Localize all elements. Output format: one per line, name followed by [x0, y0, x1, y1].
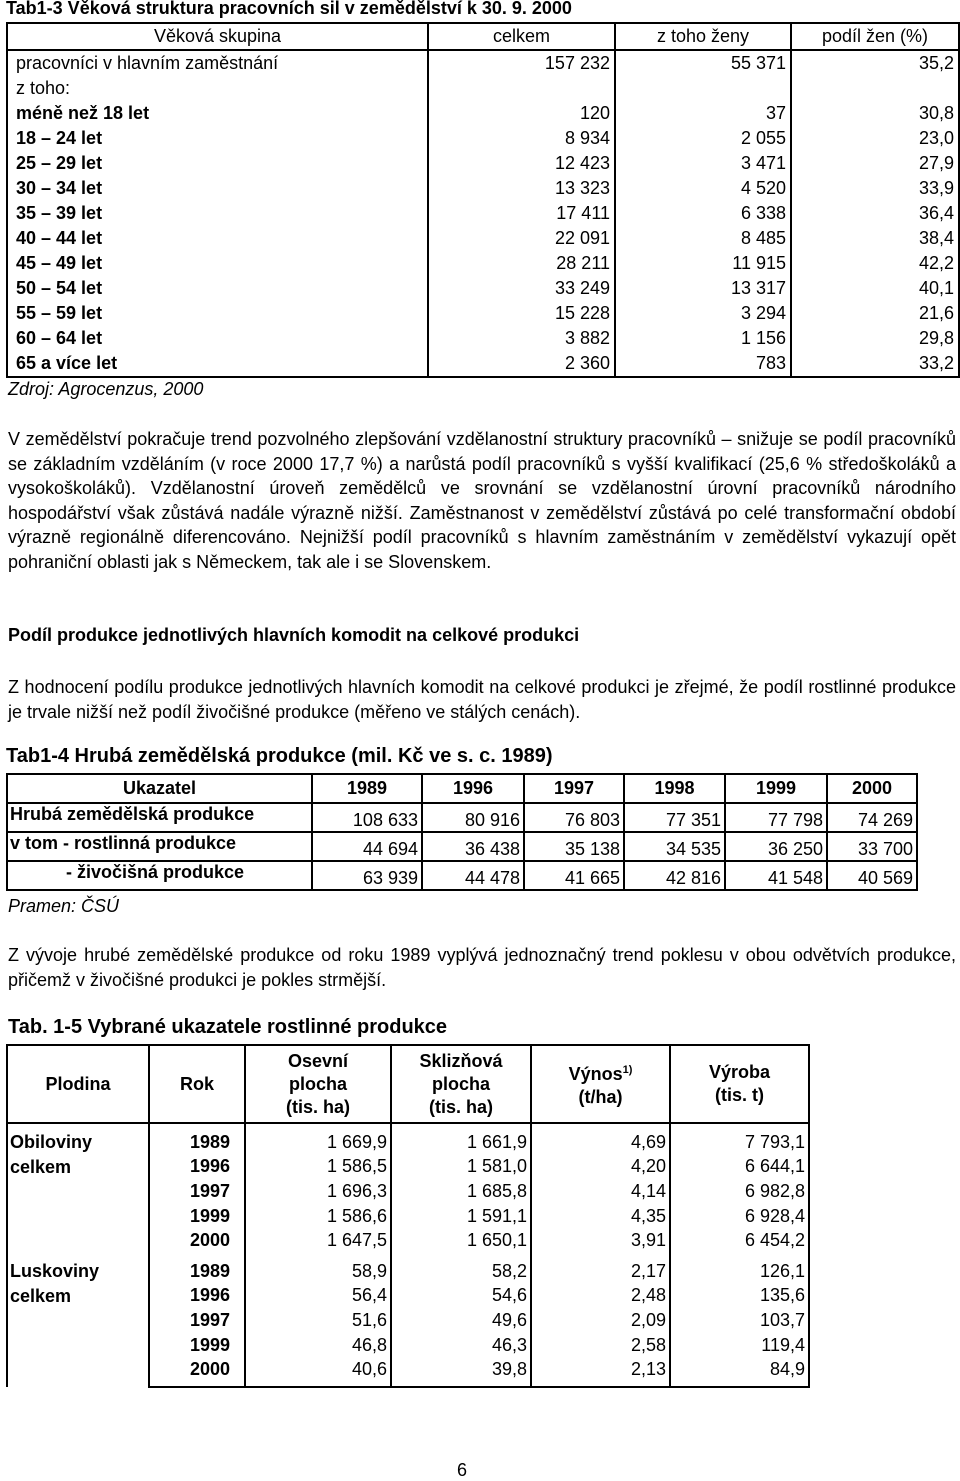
table-row [7, 1253, 809, 1284]
table-cell: v tom - rostlinná produkce [7, 832, 312, 861]
paragraph-text: V zemědělství pokračuje trend pozvolného zlepšování vzdělanostní struktury pracovníků – snižuje se podíl pracovníků se základním vzděláním (v roce 2000 17,7 %) a narůstá podíl pracovníků s vyšší kvalifikací (25,6 % středoškoláků a vysokoškoláků). Vzdělanostní úroveň zemědělců ve srovnání se vzdělanostní úrovní pracovníků národního hospodářství však zůstává nadále výrazně nižší. Zaměstnanost v zemědělství zůstává po celé transformační období výrazně regionálně diferencováno. Nejnižší podíl pracovníků s hlavním zaměstnáním v zemědělství vykazují opět pohraniční oblasti jak s Německem, tak ale i se Slovenskem. [8, 429, 956, 572]
table-cell: 1 586,5 [245, 1155, 391, 1180]
header-text: (t/ha) [578, 1087, 623, 1107]
table-cell [791, 76, 959, 101]
table-cell: 108 633 [312, 803, 422, 832]
tab14-table [6, 773, 918, 891]
table-cell: 23,0 [791, 126, 959, 151]
table-cell: 84,9 [670, 1357, 809, 1387]
tab14-header-cell: 1997 [524, 774, 624, 803]
table-cell: 21,6 [791, 301, 959, 326]
table-cell: 18 – 24 let [7, 126, 428, 151]
table-cell: 126,1 [670, 1253, 809, 1284]
table-cell: 65 a více let [7, 351, 428, 377]
header-text: Výnos [568, 1064, 623, 1084]
paragraph-share [8, 675, 956, 724]
table-row [7, 326, 959, 351]
tab14-header-cell: 1989 [312, 774, 422, 803]
table-cell: 33 249 [428, 276, 615, 301]
tab15-header-rok [149, 1045, 245, 1123]
crop-name: Obiloviny [10, 1132, 93, 1152]
table-cell: 38,4 [791, 226, 959, 251]
header-text: Osevní [287, 1050, 349, 1071]
tab14-header-cell: 1999 [725, 774, 827, 803]
table-cell: 44 694 [312, 832, 422, 861]
table-cell: 119,4 [670, 1333, 809, 1358]
table-row [7, 861, 917, 890]
table-cell: 33,2 [791, 351, 959, 377]
table-cell: 55 371 [615, 50, 791, 76]
crop-name-cell [7, 1253, 149, 1387]
table-cell: 1 156 [615, 326, 791, 351]
table-cell: 1 586,6 [245, 1204, 391, 1229]
table-cell: 77 351 [624, 803, 725, 832]
paragraph-trend [8, 943, 956, 992]
table-row [7, 101, 959, 126]
table-cell: 36 250 [725, 832, 827, 861]
table-cell: 1 696,3 [245, 1179, 391, 1204]
tab15-body [7, 1123, 809, 1387]
header-text: Rok [179, 1073, 214, 1094]
table-cell: 2 055 [615, 126, 791, 151]
table-cell: 15 228 [428, 301, 615, 326]
table-row [7, 126, 959, 151]
table-cell: 30 – 34 let [7, 176, 428, 201]
table-cell: 63 939 [312, 861, 422, 890]
tab14-header-cell: 2000 [827, 774, 917, 803]
table-cell: 1997 [149, 1179, 245, 1204]
table-cell: 36 438 [422, 832, 524, 861]
table-cell: 1 661,9 [391, 1123, 531, 1155]
table-cell: 1989 [149, 1123, 245, 1155]
header-text: (tis. ha) [428, 1096, 493, 1117]
tab13-header-cell: celkem [428, 23, 615, 50]
table-cell: 30,8 [791, 101, 959, 126]
header-text: Sklizňová [419, 1050, 503, 1071]
table-cell: 2,17 [531, 1253, 670, 1284]
tab15-table [6, 1044, 810, 1388]
table-cell: méně než 18 let [7, 101, 428, 126]
table-cell: 49,6 [391, 1308, 531, 1333]
table-cell: 46,3 [391, 1333, 531, 1358]
tab13-table [6, 22, 960, 378]
table-row [7, 151, 959, 176]
tab15-header-vynos [531, 1045, 670, 1123]
tab15-header-row [7, 1045, 809, 1123]
table-cell: 12 423 [428, 151, 615, 176]
tab13-title: Tab1-3 Věková struktura pracovních sil v zemědělství k 30. 9. 2000 [6, 0, 572, 18]
table-cell: 42,2 [791, 251, 959, 276]
table-cell: 55 – 59 let [7, 301, 428, 326]
footnote-mark: 1) [622, 1064, 633, 1076]
table-cell: 1996 [149, 1155, 245, 1180]
table-cell: 37 [615, 101, 791, 126]
table-cell: 1 685,8 [391, 1179, 531, 1204]
table-cell: 2000 [149, 1228, 245, 1253]
table-cell: 8 485 [615, 226, 791, 251]
table-cell: 40,1 [791, 276, 959, 301]
tab14-source: Pramen: ČSÚ [8, 896, 120, 916]
tab13-header-cell: Věková skupina [7, 23, 428, 50]
table-cell: 8 934 [428, 126, 615, 151]
table-cell: 11 915 [615, 251, 791, 276]
tab15-header-sklizen [391, 1045, 531, 1123]
table-cell: Hrubá zemědělská produkce [7, 803, 312, 832]
table-cell: 6 644,1 [670, 1155, 809, 1180]
table-cell: 1 650,1 [391, 1228, 531, 1253]
tab15-header-osevni [245, 1045, 391, 1123]
table-cell: 35,2 [791, 50, 959, 76]
crop-name: celkem [10, 1285, 72, 1306]
tab14-header-row [7, 774, 917, 803]
table-cell: 3,91 [531, 1228, 670, 1253]
table-cell: 4,35 [531, 1204, 670, 1229]
header-text: (tis. t) [715, 1085, 764, 1105]
table-cell: 1996 [149, 1284, 245, 1309]
table-cell: 6 982,8 [670, 1179, 809, 1204]
table-cell: 13 317 [615, 276, 791, 301]
table-cell: 58,2 [391, 1253, 531, 1284]
crop-name: celkem [10, 1156, 72, 1177]
table-cell: 6 338 [615, 201, 791, 226]
table-cell: 4,69 [531, 1123, 670, 1155]
header-text: plocha [431, 1073, 490, 1094]
table-cell: 74 269 [827, 803, 917, 832]
table-cell: 6 454,2 [670, 1228, 809, 1253]
table-cell: 1 591,1 [391, 1204, 531, 1229]
table-cell: 2,13 [531, 1357, 670, 1387]
paragraph-text: Z hodnocení podílu produkce jednotlivých hlavních komodit na celkové produkci je zřejmé, že podíl rostlinné produkce je trvale nižší než podíl živočišné produkce (měřeno ve stálých cenách). [8, 677, 956, 722]
table-cell: 77 798 [725, 803, 827, 832]
table-cell: 40,6 [245, 1357, 391, 1387]
table-cell: 40 569 [827, 861, 917, 890]
table-cell: 1999 [149, 1333, 245, 1358]
table-row [7, 226, 959, 251]
table-cell: 4,14 [531, 1179, 670, 1204]
table-cell: 2,48 [531, 1284, 670, 1309]
table-cell: 3 294 [615, 301, 791, 326]
table-row [7, 201, 959, 226]
table-row [7, 832, 917, 861]
table-cell: 2000 [149, 1357, 245, 1387]
table-cell: 2,58 [531, 1333, 670, 1358]
table-cell: 58,9 [245, 1253, 391, 1284]
tab15-header-plodina [7, 1045, 149, 1123]
table-cell: 1 581,0 [391, 1155, 531, 1180]
table-cell: 120 [428, 101, 615, 126]
table-cell: 7 793,1 [670, 1123, 809, 1155]
tab13-body [7, 101, 959, 377]
table-row [7, 803, 917, 832]
table-row [7, 301, 959, 326]
table-cell: 41 665 [524, 861, 624, 890]
table-cell: z toho: [7, 76, 428, 101]
header-text: Výroba [708, 1062, 771, 1082]
table-cell: 51,6 [245, 1308, 391, 1333]
table-cell: 783 [615, 351, 791, 377]
table-cell: 13 323 [428, 176, 615, 201]
table-cell: 157 232 [428, 50, 615, 76]
table-cell: 33,9 [791, 176, 959, 201]
tab14-header-cell: Ukazatel [7, 774, 312, 803]
header-text: Plodina [45, 1073, 111, 1094]
tab14-header-cell: 1998 [624, 774, 725, 803]
table-cell: 80 916 [422, 803, 524, 832]
table-cell: 29,8 [791, 326, 959, 351]
tab14-body [7, 803, 917, 890]
page-number: 6 [456, 1460, 467, 1480]
table-cell: 25 – 29 let [7, 151, 428, 176]
table-cell: - živočišná produkce [7, 861, 312, 890]
table-cell: 2,09 [531, 1308, 670, 1333]
section-heading: Podíl produkce jednotlivých hlavních komodit na celkové produkci [8, 625, 580, 645]
table-cell: 45 – 49 let [7, 251, 428, 276]
table-row [7, 1123, 809, 1155]
tab13-header-row [7, 23, 959, 50]
table-cell: 6 928,4 [670, 1204, 809, 1229]
table-cell: 2 360 [428, 351, 615, 377]
table-cell: 44 478 [422, 861, 524, 890]
table-row [7, 251, 959, 276]
table-cell: 1 669,9 [245, 1123, 391, 1155]
tab13-header-cell: podíl žen (%) [791, 23, 959, 50]
tab13-source: Zdroj: Agrocenzus, 2000 [8, 379, 204, 399]
paragraph-education [8, 427, 956, 575]
table-cell: 1989 [149, 1253, 245, 1284]
table-cell: 1997 [149, 1308, 245, 1333]
table-cell: 1 647,5 [245, 1228, 391, 1253]
tab13-sub-label-row [7, 76, 959, 101]
table-cell: 42 816 [624, 861, 725, 890]
table-cell: pracovníci v hlavním zaměstnání [7, 50, 428, 76]
table-row [7, 176, 959, 201]
table-cell: 3 882 [428, 326, 615, 351]
table-cell [615, 76, 791, 101]
tab13-header-cell: z toho ženy [615, 23, 791, 50]
header-text: (tis. ha) [285, 1096, 350, 1117]
table-cell: 41 548 [725, 861, 827, 890]
table-cell: 4 520 [615, 176, 791, 201]
table-cell: 39,8 [391, 1357, 531, 1387]
table-cell: 103,7 [670, 1308, 809, 1333]
table-cell: 35 138 [524, 832, 624, 861]
table-cell: 40 – 44 let [7, 226, 428, 251]
paragraph-text: Z vývoje hrubé zemědělské produkce od roku 1989 vyplývá jednoznačný trend poklesu v obou odvětvích produkce, přičemž v živočišné produkci je pokles strmější. [8, 945, 956, 990]
table-row [7, 276, 959, 301]
table-cell: 34 535 [624, 832, 725, 861]
table-cell: 50 – 54 let [7, 276, 428, 301]
crop-name: Luskoviny [10, 1260, 100, 1281]
table-cell: 54,6 [391, 1284, 531, 1309]
table-cell [428, 76, 615, 101]
tab13-main-row [7, 50, 959, 76]
table-row [7, 351, 959, 377]
tab14-header-cell: 1996 [422, 774, 524, 803]
table-cell: 60 – 64 let [7, 326, 428, 351]
table-cell: 28 211 [428, 251, 615, 276]
table-cell: 3 471 [615, 151, 791, 176]
crop-name-cell [7, 1123, 149, 1253]
table-cell: 46,8 [245, 1333, 391, 1358]
table-cell: 56,4 [245, 1284, 391, 1309]
table-cell: 35 – 39 let [7, 201, 428, 226]
tab15-title: Tab. 1-5 Vybrané ukazatele rostlinné produkce [8, 1016, 448, 1038]
table-cell: 4,20 [531, 1155, 670, 1180]
table-cell: 27,9 [791, 151, 959, 176]
table-cell: 36,4 [791, 201, 959, 226]
table-cell: 135,6 [670, 1284, 809, 1309]
table-cell: 33 700 [827, 832, 917, 861]
tab14-title: Tab1-4 Hrubá zemědělská produkce (mil. Kč ve s. c. 1989) [6, 745, 553, 767]
table-cell: 17 411 [428, 201, 615, 226]
tab15-header-vyroba [670, 1045, 809, 1123]
table-cell: 76 803 [524, 803, 624, 832]
header-text: plocha [288, 1073, 347, 1094]
table-cell: 1999 [149, 1204, 245, 1229]
table-cell: 22 091 [428, 226, 615, 251]
